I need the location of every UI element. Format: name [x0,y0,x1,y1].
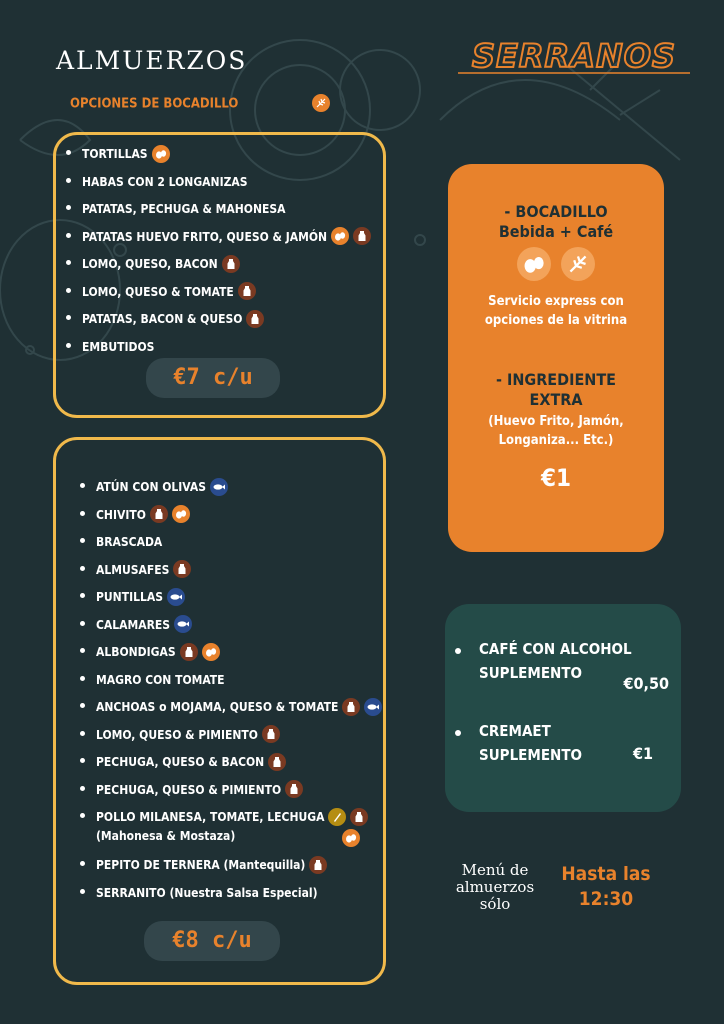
menu-item [76,882,382,910]
menu-item [76,724,382,752]
extra-heading-1: - INGREDIENTE [496,370,616,389]
egg-icon [331,227,349,245]
milk-icon [246,310,264,328]
menu-item [76,779,382,807]
mustard-icon [328,808,346,826]
price-7-badge: €7 c/u [146,358,280,398]
milk-icon [173,560,191,578]
milk-icon [285,780,303,798]
combo-heading-1: - BOCADILLO [504,202,608,221]
combo-heading-2: Bebida + Café [498,222,614,241]
milk-icon [150,505,168,523]
supplement-price: €0,50 [623,674,669,693]
menu-item [62,171,371,199]
extra-heading-2: EXTRA [529,390,583,409]
menu-item-label: LOMO, QUESO & PIMIENTO [96,727,258,742]
menu-item [76,696,382,724]
milk-icon [350,808,368,826]
milk-icon [238,282,256,300]
menu-item-label: ANCHOAS o MOJAMA, QUESO & TOMATE [96,700,339,714]
section-subtitle [70,95,330,113]
wheat-icon [561,247,595,281]
menu-item [62,308,371,336]
menu-item-label: PATATAS, PECHUGA & MAHONESA [82,202,286,216]
menu-item-label: TORTILLAS [82,147,148,161]
supplement-item [479,640,632,682]
menu-item-label: PUNTILLAS [96,590,163,604]
fish-icon [210,478,228,496]
serranos-logo [454,36,694,76]
milk-icon [353,227,371,245]
menu-item-label: ALMUSAFES [96,562,170,577]
combo-description: Servicio express con opciones de la vitrina [484,294,628,328]
milk-icon [180,643,198,661]
milk-icon [268,753,286,771]
fish-icon [174,615,192,633]
supplement-item [479,722,582,764]
extra-price: €1 [540,464,572,492]
menu-item [62,226,371,254]
menu-item [76,531,382,559]
menu-item-label: CHIVITO [96,507,146,522]
supplement-label: CREMAET [479,722,551,740]
menu-item [76,854,382,882]
milk-icon [342,698,360,716]
menu-item-label: PATATAS, BACON & QUESO [82,312,243,326]
menu-item [76,504,382,532]
menu-item [76,586,382,614]
menu-item [76,641,382,669]
milk-icon [309,856,327,874]
bocadillo-8-list [76,476,382,909]
menu-item-label: PATATAS HUEVO FRITO, QUESO & JAMÓN [82,229,328,244]
menu-item-label: MAGRO CON TOMATE [96,672,225,687]
menu-item [62,143,371,171]
milk-icon [222,255,240,273]
fish-icon [167,588,185,606]
page-title: ALMUERZOS [56,46,248,75]
menu-item [62,198,371,226]
menu-item-label: SERRANITO (Nuestra Salsa Especial) [96,885,318,900]
menu-item-label: POLLO MILANESA, TOMATE, LECHUGA [96,810,325,824]
menu-item-label: ALBONDIGAS [96,645,176,659]
menu-item-note: (Mahonesa & Mostaza) [96,829,236,843]
fish-icon [364,698,382,716]
menu-item [76,476,382,504]
menu-item-label: PECHUGA, QUESO & PIMIENTO [96,782,282,797]
subtitle-text: OPCIONES DE BOCADILLO [70,96,239,112]
bocadillo-7-list [62,143,371,363]
supplement-label: CAFÉ CON ALCOHOL [479,640,632,658]
egg-icon [517,247,551,281]
menu-item [76,669,382,697]
menu-item-label: LOMO, QUESO & TOMATE [82,284,234,299]
menu-item-label: ATÚN CON OLIVAS [96,480,206,494]
menu-item [62,253,371,281]
svg-text:SERRANOS: SERRANOS [472,37,676,75]
menu-item-label: EMBUTIDOS [82,339,155,354]
menu-item [62,281,371,309]
supplement-sub: SUPLEMENTO [479,664,583,682]
menu-item-label: CALAMARES [96,617,171,632]
menu-item-label: PECHUGA, QUESO & BACON [96,755,265,769]
menu-item [76,559,382,587]
egg-icon [172,505,190,523]
hours-note: Hasta las 12:30 [561,863,651,910]
menu-item-label: BRASCADA [96,535,163,549]
supplement-price: €1 [632,744,653,763]
menu-item [76,614,382,642]
supplements-panel [445,604,681,812]
menu-note: Menú de almuerzos sólo [455,861,535,913]
supplement-sub: SUPLEMENTO [479,746,583,764]
menu-item-label: PEPITO DE TERNERA (Mantequilla) [96,858,306,872]
egg-icon [152,145,170,163]
wheat-icon [312,94,330,112]
menu-item-label: LOMO, QUESO, BACON [82,257,218,271]
egg-icon [202,643,220,661]
egg-icon [342,829,360,847]
menu-item [76,751,382,779]
extra-description: (Huevo Frito, Jamón, Longaniza... Etc.) [488,414,624,448]
price-8-badge: €8 c/u [144,921,280,961]
menu-item-label: HABAS CON 2 LONGANIZAS [82,174,248,189]
combo-panel [448,164,664,552]
menu-item [76,806,382,854]
milk-icon [262,725,280,743]
